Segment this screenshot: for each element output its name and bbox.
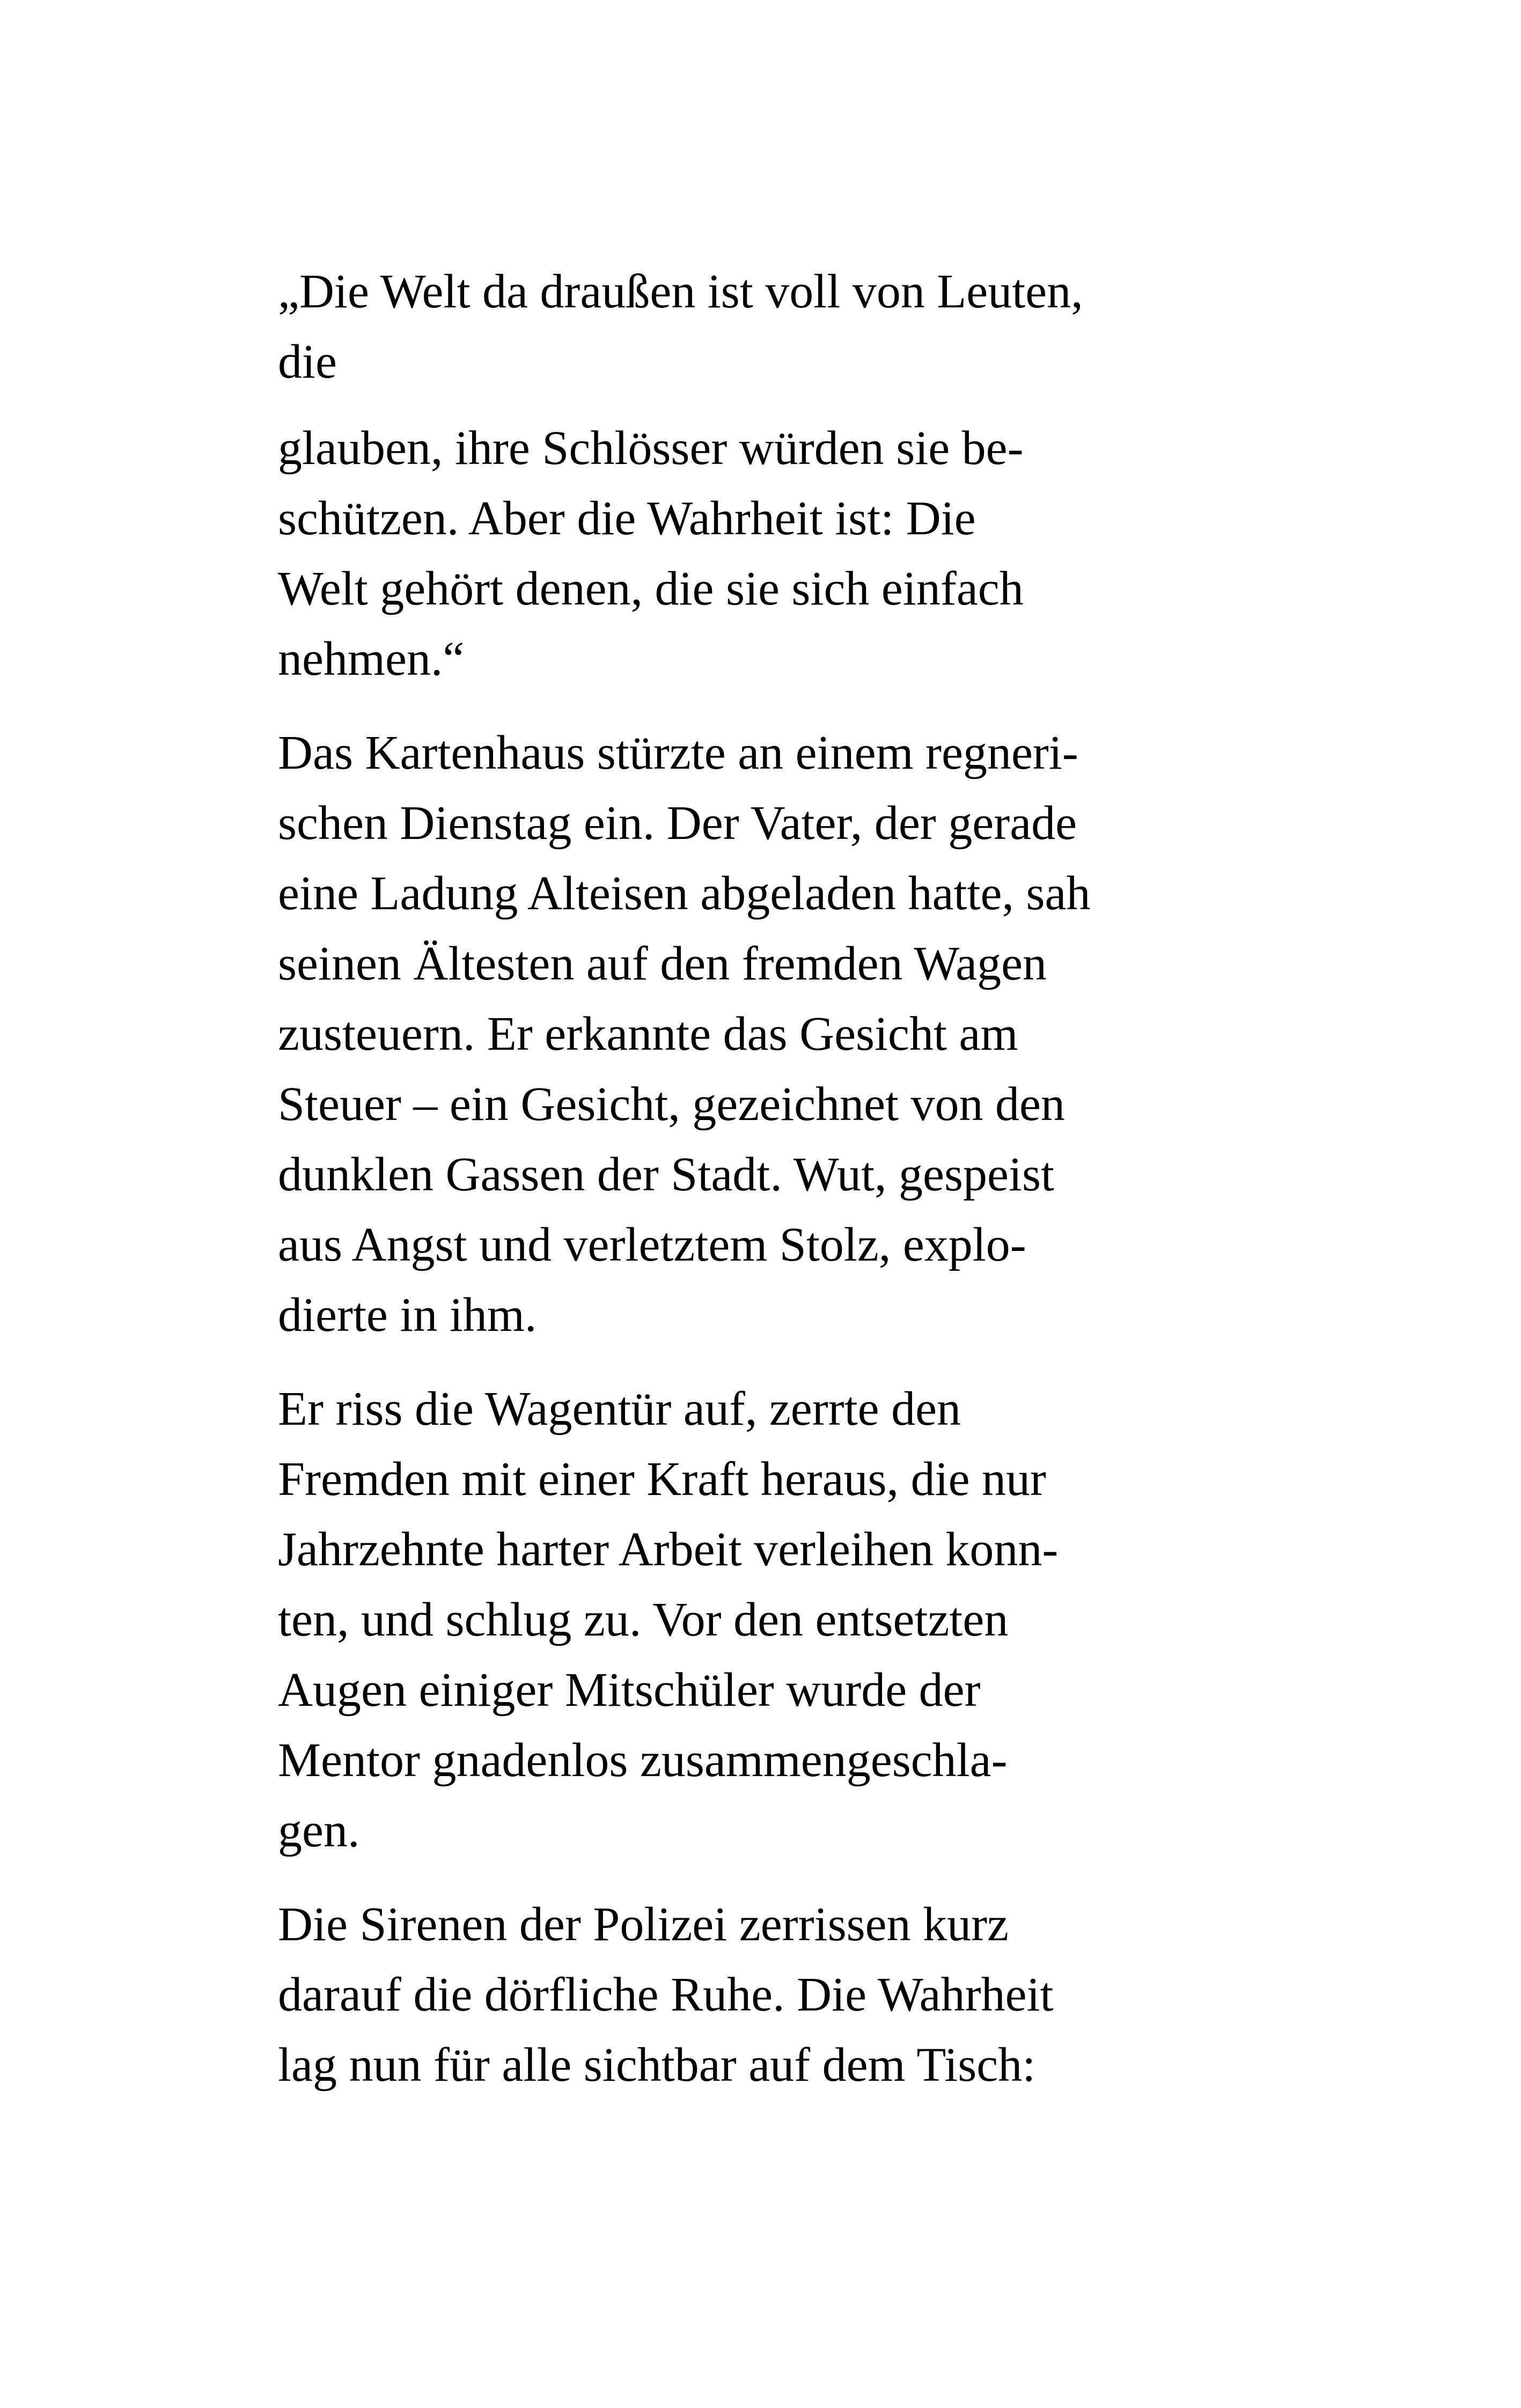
text-line: Die Sirenen der Polizei zerrissen kurz bbox=[278, 1898, 1009, 1951]
text-line: schützen. Aber die Wahrheit ist: Die bbox=[278, 492, 976, 545]
paragraph-5 bbox=[278, 1889, 1287, 2100]
body-text bbox=[278, 256, 1287, 2100]
paragraph-spacer bbox=[278, 1350, 1287, 1374]
text-line: die bbox=[278, 335, 337, 388]
paragraph-4 bbox=[278, 1374, 1287, 1866]
text-line: Mentor gnadenlos zusammengeschla- bbox=[278, 1734, 1008, 1787]
paragraph-spacer bbox=[278, 1866, 1287, 1889]
text-line: glauben, ihre Schlösser würden sie be- bbox=[278, 422, 1024, 475]
text-line: Welt gehört denen, die sie sich einfach bbox=[278, 562, 1024, 615]
paragraph-3 bbox=[278, 718, 1287, 1350]
text-line: dunklen Gassen der Stadt. Wut, gespeist bbox=[278, 1148, 1054, 1201]
text-line: aus Angst und verletztem Stolz, explo- bbox=[278, 1218, 1026, 1271]
text-line: ten, und schlug zu. Vor den entsetzten bbox=[278, 1593, 1009, 1646]
text-line: dierte in ihm. bbox=[278, 1288, 537, 1342]
text-line: Das Kartenhaus stürzte an einem regneri- bbox=[278, 726, 1078, 779]
text-line: gen. bbox=[278, 1804, 360, 1857]
text-line: nehmen.“ bbox=[278, 632, 465, 686]
text-line: Steuer – ein Gesicht, gezeichnet von den bbox=[278, 1078, 1065, 1131]
paragraph-2 bbox=[278, 413, 1287, 694]
text-line: Fremden mit einer Kraft heraus, die nur bbox=[278, 1453, 1047, 1506]
paragraph-spacer bbox=[278, 694, 1287, 718]
paragraph-spacer bbox=[278, 397, 1287, 413]
text-line: zusteuern. Er erkannte das Gesicht am bbox=[278, 1007, 1018, 1061]
paragraph-1 bbox=[278, 256, 1287, 397]
text-line: „Die Welt da draußen ist voll von Leuten, bbox=[278, 265, 1083, 318]
text-line: eine Ladung Alteisen abgeladen hatte, sah bbox=[278, 867, 1091, 920]
text-line: Jahrzehnte harter Arbeit verleihen konn- bbox=[278, 1523, 1059, 1576]
text-line: Augen einiger Mitschüler wurde der bbox=[278, 1663, 981, 1717]
text-line: Er riss die Wagentür auf, zerrte den bbox=[278, 1382, 961, 1435]
text-line: lag nun für alle sichtbar auf dem Tisch: bbox=[278, 2038, 1036, 2092]
text-line: schen Dienstag ein. Der Vater, der gerade bbox=[278, 797, 1077, 850]
text-line: seinen Ältesten auf den fremden Wagen bbox=[278, 937, 1047, 990]
text-line: darauf die dörfliche Ruhe. Die Wahrheit bbox=[278, 1968, 1054, 2021]
